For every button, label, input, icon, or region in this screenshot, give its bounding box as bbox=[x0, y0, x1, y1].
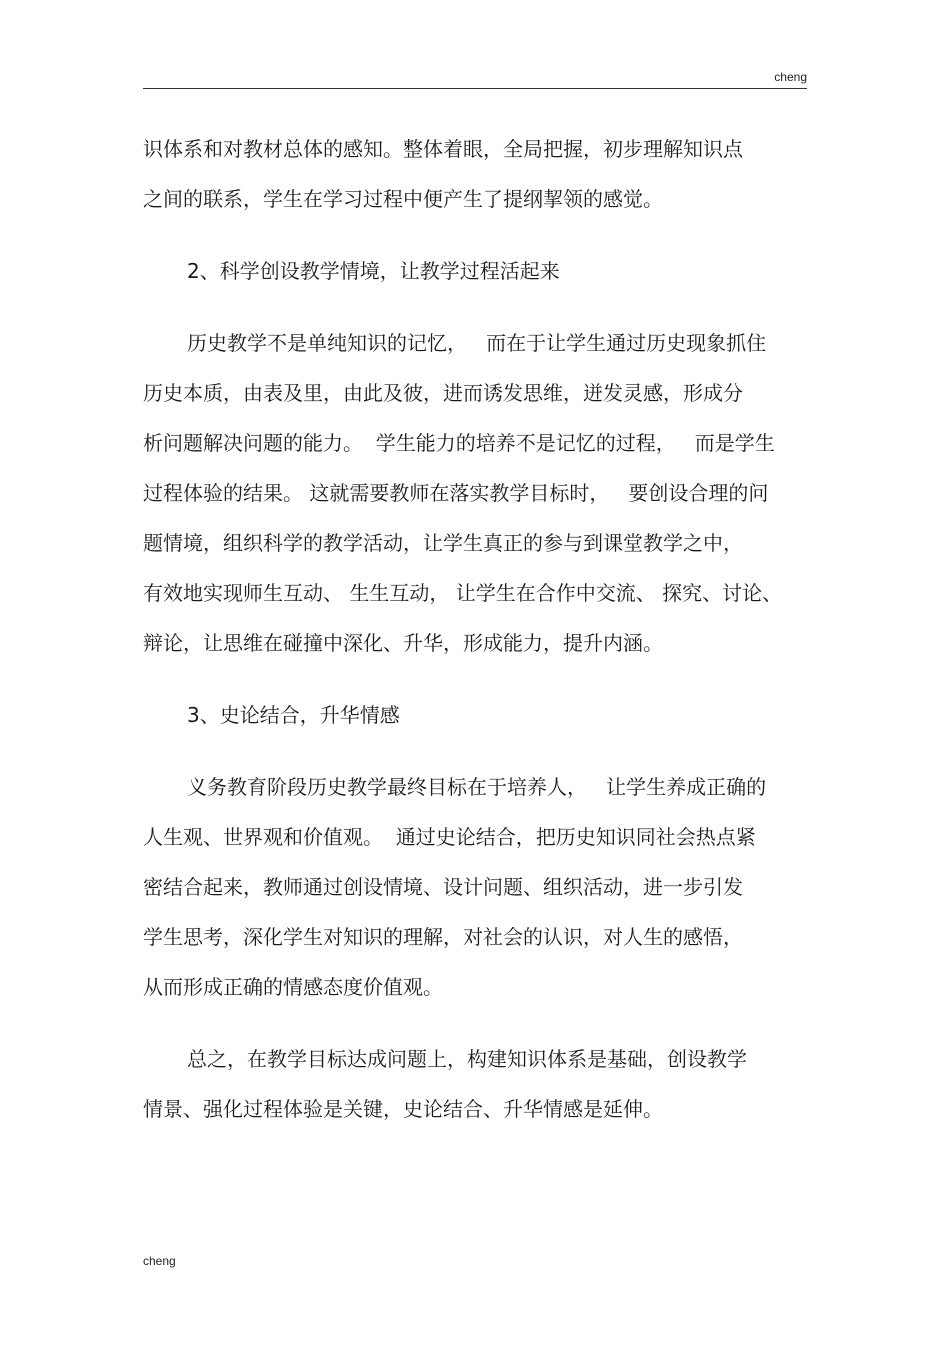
paragraph-continuation bbox=[143, 124, 807, 224]
text-line: 总之，在教学目标达成问题上，构建知识体系是基础，创设教学 bbox=[187, 1047, 747, 1071]
text-line: 辩论，让思维在碰撞中深化、升华，形成能力，提升内涵。 bbox=[143, 631, 663, 655]
paragraph-situations bbox=[143, 318, 807, 668]
section-heading-3 bbox=[143, 690, 807, 740]
text-line: 人生观、世界观和价值观。 通过史论结合，把历史知识同社会热点紧 bbox=[143, 825, 756, 849]
document-body bbox=[143, 124, 807, 1134]
text-line: 历史本质，由表及里，由此及彼，进而诱发思维，迸发灵感，形成分 bbox=[143, 381, 743, 405]
text-line: 题情境，组织科学的教学活动，让学生真正的参与到课堂教学之中， bbox=[143, 531, 743, 555]
section-heading: 3、史论结合，升华情感 bbox=[187, 703, 400, 727]
text-line: 历史教学不是单纯知识的记忆， 而在于让学生通过历史现象抓住 bbox=[187, 331, 767, 355]
text-line: 过程体验的结果。 这就需要教师在落实教学目标时， 要创设合理的问 bbox=[143, 481, 769, 505]
paragraph-gap bbox=[143, 668, 807, 690]
paragraph-gap bbox=[143, 296, 807, 318]
header-text: cheng bbox=[774, 70, 807, 84]
section-heading: 2、科学创设教学情境，让教学过程活起来 bbox=[187, 259, 560, 283]
text-line: 识体系和对教材总体的感知。整体着眼，全局把握，初步理解知识点 bbox=[143, 137, 743, 161]
text-line: 从而形成正确的情感态度价值观。 bbox=[143, 975, 443, 999]
paragraph-values bbox=[143, 762, 807, 1012]
header-rule bbox=[143, 88, 807, 89]
section-heading-2 bbox=[143, 246, 807, 296]
text-line: 有效地实现师生互动、 生生互动， 让学生在合作中交流、 探究、讨论、 bbox=[143, 581, 783, 605]
paragraph-gap bbox=[143, 224, 807, 246]
text-line: 密结合起来，教师通过创设情境、设计问题、组织活动，进一步引发 bbox=[143, 875, 743, 899]
paragraph-gap bbox=[143, 1012, 807, 1034]
text-line: 之间的联系，学生在学习过程中便产生了提纲挈领的感觉。 bbox=[143, 187, 663, 211]
text-line: 学生思考，深化学生对知识的理解，对社会的认识，对人生的感悟， bbox=[143, 925, 743, 949]
text-line: 析问题解决问题的能力。 学生能力的培养不是记忆的过程， 而是学生 bbox=[143, 431, 775, 455]
footer-text: cheng bbox=[143, 1254, 176, 1268]
text-line: 义务教育阶段历史教学最终目标在于培养人， 让学生养成正确的 bbox=[187, 775, 767, 799]
paragraph-gap bbox=[143, 740, 807, 762]
text-line: 情景、强化过程体验是关键，史论结合、升华情感是延伸。 bbox=[143, 1097, 663, 1121]
paragraph-summary bbox=[143, 1034, 807, 1134]
